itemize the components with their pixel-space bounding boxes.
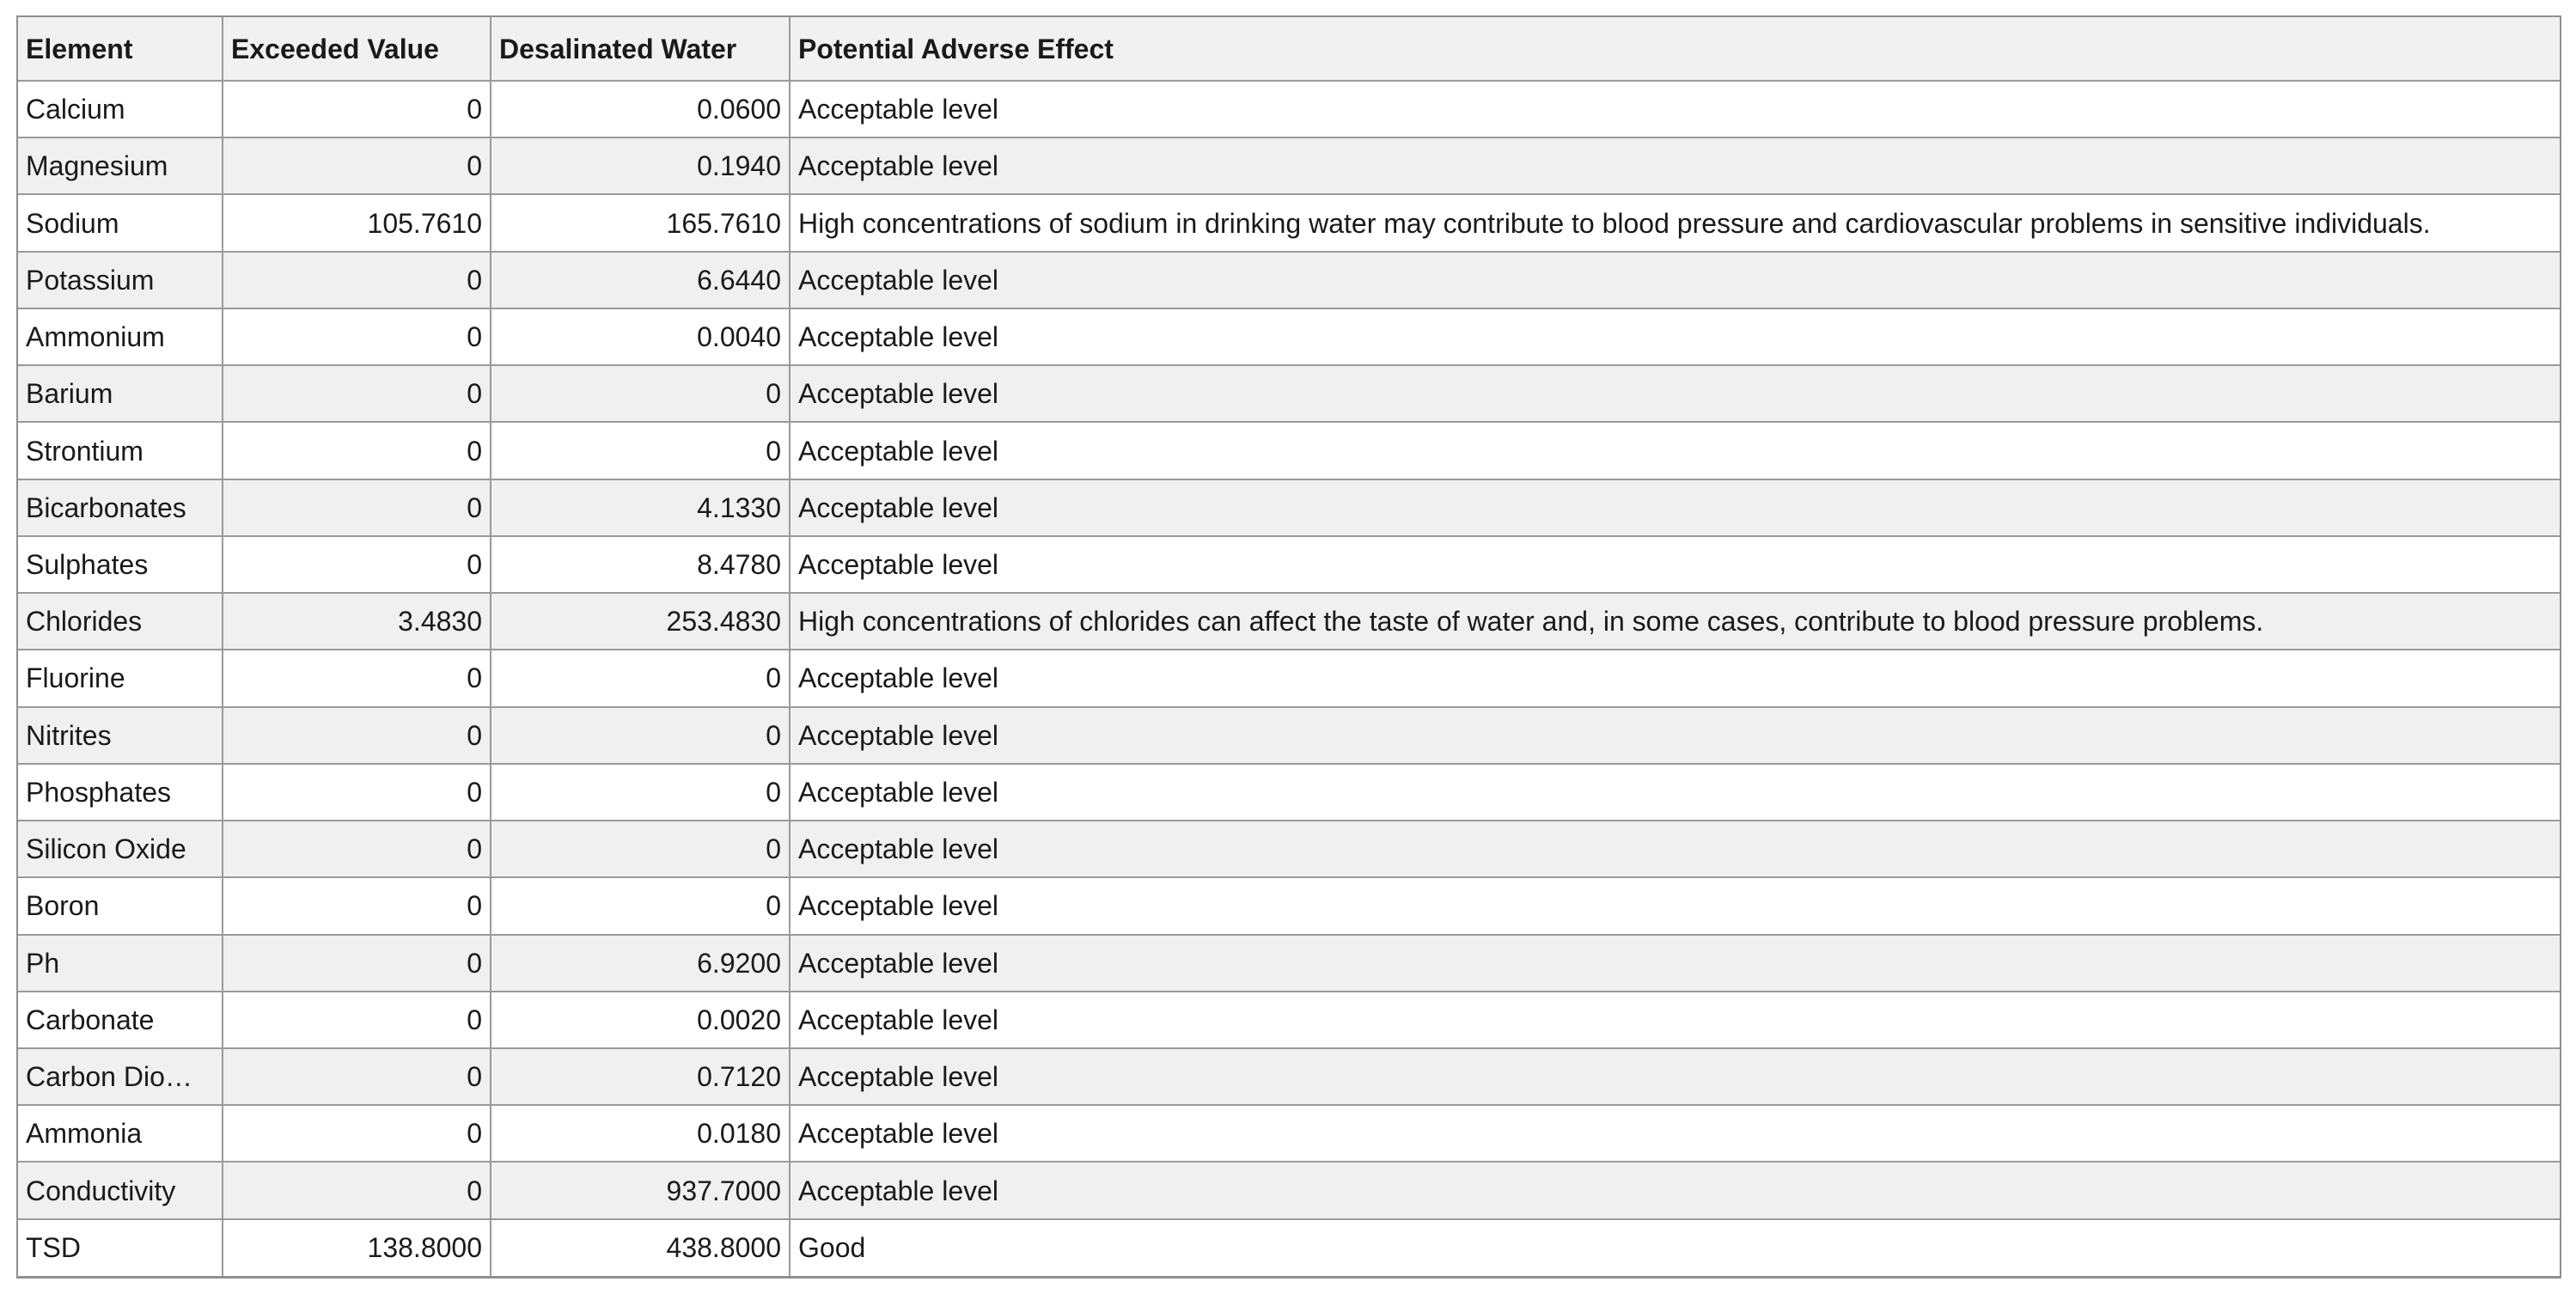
table-row[interactable]: [18, 650, 2560, 706]
column-header-potential-adverse-effect[interactable]: Potential Adverse Effect: [790, 17, 2560, 81]
cell-exceeded-value: 0: [223, 422, 491, 479]
column-header-desalinated-water[interactable]: Desalinated Water: [491, 17, 790, 81]
cell-desalinated-water: 165.7610: [491, 194, 790, 251]
cell-potential-adverse-effect: Acceptable level: [790, 821, 2560, 877]
table-row[interactable]: [18, 1219, 2560, 1276]
table-body: [18, 81, 2560, 1276]
cell-exceeded-value: 0: [223, 764, 491, 821]
water-quality-table: [18, 17, 2560, 1276]
cell-element: Sodium: [18, 194, 223, 251]
cell-exceeded-value: 0: [223, 252, 491, 308]
table-row[interactable]: [18, 422, 2560, 479]
cell-element: Nitrites: [18, 707, 223, 764]
table-header: [18, 17, 2560, 81]
table-row[interactable]: [18, 536, 2560, 593]
table-row[interactable]: [18, 992, 2560, 1048]
cell-exceeded-value: 0: [223, 308, 491, 365]
cell-element: Carbon Dio…: [18, 1048, 223, 1105]
cell-potential-adverse-effect: Acceptable level: [790, 308, 2560, 365]
table-row[interactable]: [18, 1162, 2560, 1218]
cell-exceeded-value: 0: [223, 935, 491, 992]
table-row[interactable]: [18, 1105, 2560, 1162]
cell-potential-adverse-effect: Acceptable level: [790, 877, 2560, 934]
cell-desalinated-water: 0.0020: [491, 992, 790, 1048]
cell-potential-adverse-effect: Acceptable level: [790, 422, 2560, 479]
cell-desalinated-water: 253.4830: [491, 593, 790, 650]
cell-potential-adverse-effect: Acceptable level: [790, 650, 2560, 706]
cell-exceeded-value: 0: [223, 536, 491, 593]
cell-potential-adverse-effect: Acceptable level: [790, 992, 2560, 1048]
cell-potential-adverse-effect: Acceptable level: [790, 536, 2560, 593]
cell-potential-adverse-effect: High concentrations of chlorides can affect the taste of water and, in some cases, contribute to blood pressure problems.: [790, 593, 2560, 650]
cell-desalinated-water: 438.8000: [491, 1219, 790, 1276]
cell-desalinated-water: 0.1940: [491, 137, 790, 194]
cell-potential-adverse-effect: Acceptable level: [790, 252, 2560, 308]
cell-element: Ammonium: [18, 308, 223, 365]
cell-element: Conductivity: [18, 1162, 223, 1218]
cell-exceeded-value: 105.7610: [223, 194, 491, 251]
cell-desalinated-water: 0: [491, 650, 790, 706]
cell-potential-adverse-effect: Acceptable level: [790, 1048, 2560, 1105]
table-row[interactable]: [18, 308, 2560, 365]
table-row[interactable]: [18, 194, 2560, 251]
cell-exceeded-value: 0: [223, 707, 491, 764]
table-row[interactable]: [18, 764, 2560, 821]
cell-element: Sulphates: [18, 536, 223, 593]
table-row[interactable]: [18, 137, 2560, 194]
cell-potential-adverse-effect: Acceptable level: [790, 137, 2560, 194]
cell-element: Potassium: [18, 252, 223, 308]
cell-desalinated-water: 0: [491, 365, 790, 422]
cell-element: Silicon Oxide: [18, 821, 223, 877]
column-header-element[interactable]: Element: [18, 17, 223, 81]
cell-desalinated-water: 6.9200: [491, 935, 790, 992]
cell-desalinated-water: 4.1330: [491, 479, 790, 536]
cell-potential-adverse-effect: Acceptable level: [790, 1105, 2560, 1162]
cell-element: Calcium: [18, 81, 223, 137]
cell-desalinated-water: 0: [491, 764, 790, 821]
table-row[interactable]: [18, 877, 2560, 934]
cell-element: TSD: [18, 1219, 223, 1276]
cell-desalinated-water: 8.4780: [491, 536, 790, 593]
cell-desalinated-water: 0: [491, 707, 790, 764]
cell-exceeded-value: 0: [223, 137, 491, 194]
cell-element: Boron: [18, 877, 223, 934]
table-row[interactable]: [18, 365, 2560, 422]
cell-potential-adverse-effect: Acceptable level: [790, 365, 2560, 422]
cell-desalinated-water: 0.7120: [491, 1048, 790, 1105]
cell-desalinated-water: 0: [491, 821, 790, 877]
cell-exceeded-value: 0: [223, 1162, 491, 1218]
cell-potential-adverse-effect: Acceptable level: [790, 1162, 2560, 1218]
cell-exceeded-value: 0: [223, 81, 491, 137]
cell-potential-adverse-effect: Acceptable level: [790, 935, 2560, 992]
column-header-exceeded-value[interactable]: Exceeded Value: [223, 17, 491, 81]
cell-exceeded-value: 0: [223, 992, 491, 1048]
cell-desalinated-water: 937.7000: [491, 1162, 790, 1218]
cell-desalinated-water: 0.0180: [491, 1105, 790, 1162]
cell-element: Bicarbonates: [18, 479, 223, 536]
table-row[interactable]: [18, 707, 2560, 764]
water-quality-table-container: [16, 15, 2561, 1279]
cell-exceeded-value: 138.8000: [223, 1219, 491, 1276]
cell-element: Barium: [18, 365, 223, 422]
cell-desalinated-water: 0.0600: [491, 81, 790, 137]
cell-element: Magnesium: [18, 137, 223, 194]
cell-desalinated-water: 0.0040: [491, 308, 790, 365]
cell-element: Phosphates: [18, 764, 223, 821]
table-row[interactable]: [18, 935, 2560, 992]
cell-element: Chlorides: [18, 593, 223, 650]
cell-element: Strontium: [18, 422, 223, 479]
cell-desalinated-water: 0: [491, 422, 790, 479]
table-row[interactable]: [18, 821, 2560, 877]
cell-potential-adverse-effect: Acceptable level: [790, 479, 2560, 536]
cell-exceeded-value: 3.4830: [223, 593, 491, 650]
cell-element: Ammonia: [18, 1105, 223, 1162]
cell-desalinated-water: 0: [491, 877, 790, 934]
cell-exceeded-value: 0: [223, 365, 491, 422]
cell-exceeded-value: 0: [223, 1105, 491, 1162]
cell-exceeded-value: 0: [223, 479, 491, 536]
table-row[interactable]: [18, 479, 2560, 536]
cell-desalinated-water: 6.6440: [491, 252, 790, 308]
cell-element: Fluorine: [18, 650, 223, 706]
cell-potential-adverse-effect: Acceptable level: [790, 764, 2560, 821]
table-row[interactable]: [18, 593, 2560, 650]
cell-exceeded-value: 0: [223, 650, 491, 706]
table-row[interactable]: [18, 81, 2560, 137]
header-row: [18, 17, 2560, 81]
cell-exceeded-value: 0: [223, 877, 491, 934]
cell-exceeded-value: 0: [223, 821, 491, 877]
cell-potential-adverse-effect: Acceptable level: [790, 707, 2560, 764]
cell-exceeded-value: 0: [223, 1048, 491, 1105]
cell-element: Ph: [18, 935, 223, 992]
cell-element: Carbonate: [18, 992, 223, 1048]
cell-potential-adverse-effect: High concentrations of sodium in drinking water may contribute to blood pressure and cardiovascular problems in sensitive individuals.: [790, 194, 2560, 251]
cell-potential-adverse-effect: Acceptable level: [790, 81, 2560, 137]
cell-potential-adverse-effect: Good: [790, 1219, 2560, 1276]
table-row[interactable]: [18, 1048, 2560, 1105]
table-row[interactable]: [18, 252, 2560, 308]
